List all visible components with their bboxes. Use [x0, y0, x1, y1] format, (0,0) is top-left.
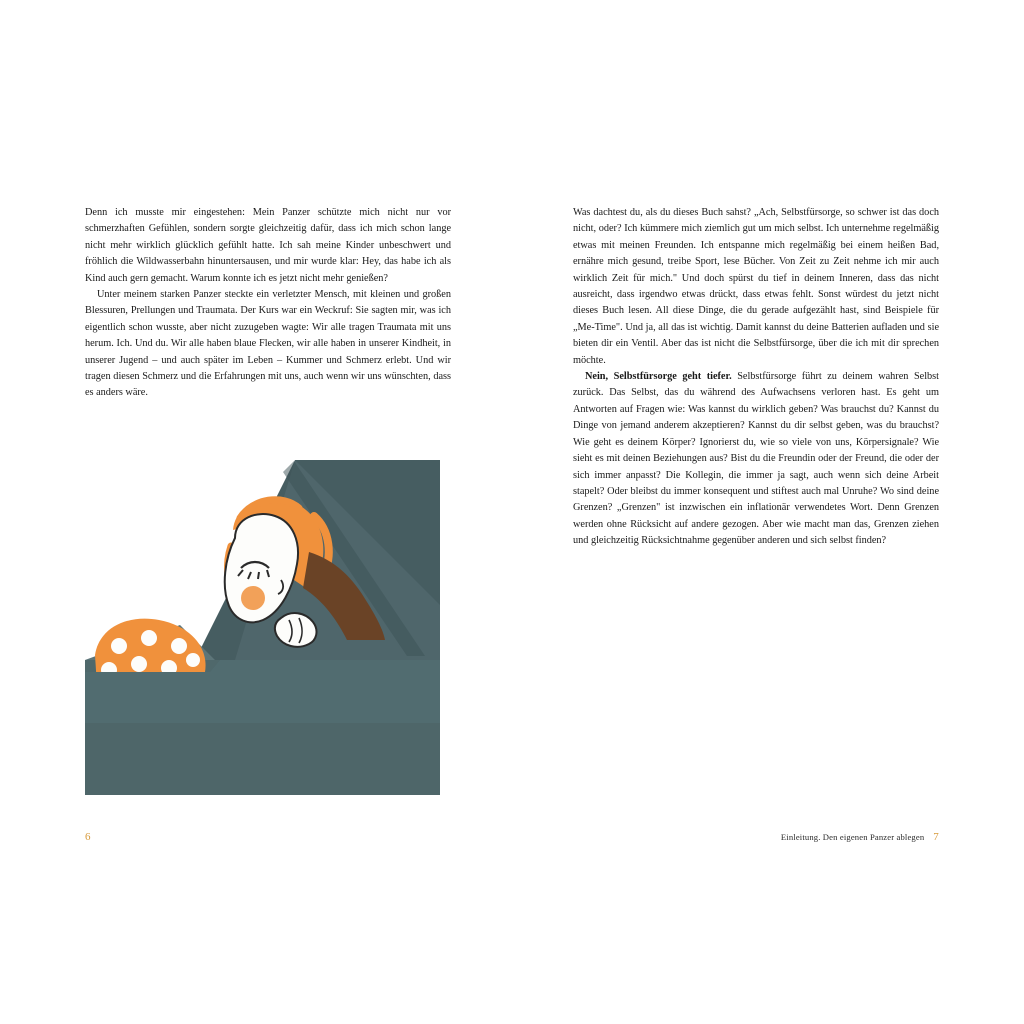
running-head: Einleitung. Den eigenen Panzer ablegen [780, 832, 925, 842]
highlight-paragraph [573, 369, 939, 549]
paragraph: Was dachtest du, als du dieses Buch sahst? „Ach, Selbstfürsorge, so schwer ist das doch nicht, oder? Ich kümmere mich ziemlich gut um mich selbst. Ich unternehme regelmäßig etwas mit meinen Freunden. Ich entspanne mich regelmäßig bei einem heißen Bad, ernähre mich gesund, treibe Sport, lese Bücher. Von Zeit zu Zeit nehme ich mir auch wirklich Zeit für mich." Und doch spürst du tief in deinem Inneren, dass das nicht ausreicht, dass irgendwo etwas drückt, dass etwas fehlt. Sonst würdest du jetzt nicht dieses Buch lesen. All diese Dinge, die du gerade aufgezählt hast, sind Beispiele für „Me-Time". Und ja, all das ist wichtig. Damit kannst du deine Batterien aufladen und sie bieten dir ein Ventil. Aber das ist nicht die Selbstfürsorge, über die ich mit dir sprechen möchte. [573, 207, 939, 366]
paragraph: Denn ich musste mir eingestehen: Mein Panzer schützte mich nicht nur vor schmerzhaften Gefühlen, sondern sorgte gleichzeitig dafür, dass ich mich schon lange nicht mehr wirklich glücklich gefühlt hatte. Ich sah meine Kinder unbeschwert und fröhlich die Wildwasserbahn hinuntersausen, und mir wurde klar: Hey, das habe ich als Kind auch gern gemacht. Warum konnte ich es jetzt nicht mehr genießen? [85, 207, 451, 284]
left-page-footer [85, 827, 91, 845]
person-peeking-over-blanket-illustration [85, 460, 440, 795]
right-page-text-column [573, 205, 939, 550]
left-page-body [85, 205, 451, 402]
page-number-right: 7 [933, 831, 939, 843]
illustration-svg [85, 460, 440, 795]
left-page-text-column [85, 205, 451, 402]
page-number-left: 6 [85, 831, 91, 843]
highlight-lead: Nein, Selbstfürsorge geht tiefer. [585, 371, 732, 383]
right-page-footer [573, 827, 939, 845]
paragraph: Unter meinem starken Panzer steckte ein verletzter Mensch, mit kleinen und großen Blessuren, Prellungen und Traumata. Der Kurs war ein Weckruf: Sie sagten mir, was ich eigentlich schon wusste, aber nicht zuzugeben wagte: Wir alle tragen Traumata mit uns herum. Ich. Und du. Wir alle haben blaue Flecken, wir alle haben in unserer Kindheit, in unserer Jugend – und auch später im Leben – Kummer und Schmerz erlebt. Und wir tragen diesen Schmerz und die Erfahrungen mit uns, auch wenn wir uns wünschten, dass es anders wäre. [85, 289, 451, 399]
right-page-body [573, 205, 939, 550]
highlight-rest: Selbstfürsorge führt zu deinem wahren Selbst zurück. Das Selbst, das du während des Aufwachsens verloren hast. Es geht um Antworten auf Fragen wie: Was kannst du wirklich geben? Was brauchst du? Kannst du Dinge von jemand anderem akzeptieren? Kannst du dir selbst geben, was du brauchst? Wie geht es deinem Körper? Ignorierst du, wie so viele von uns, Körpersignale? Wie sieht es mit deinen Beziehungen aus? Bist du die Freundin oder der Freund, die oder der sich immer anpasst? Die Kollegin, die immer ja sagt, auch wenn sich deine Arbeit stapelt? Oder bleibst du immer konsequent und stiftest auch mal Unruhe? Wo sind deine Grenzen? „Grenzen" ist inzwischen ein inflationär verwendetes Wort. Denn Grenzen werden ohne Rücksicht auf andere gezogen. Aber wie macht man das, Grenzen ziehen und gleichzeitig Rücksichtnahme gegenüber anderen und sich selbst finden? [573, 371, 939, 547]
